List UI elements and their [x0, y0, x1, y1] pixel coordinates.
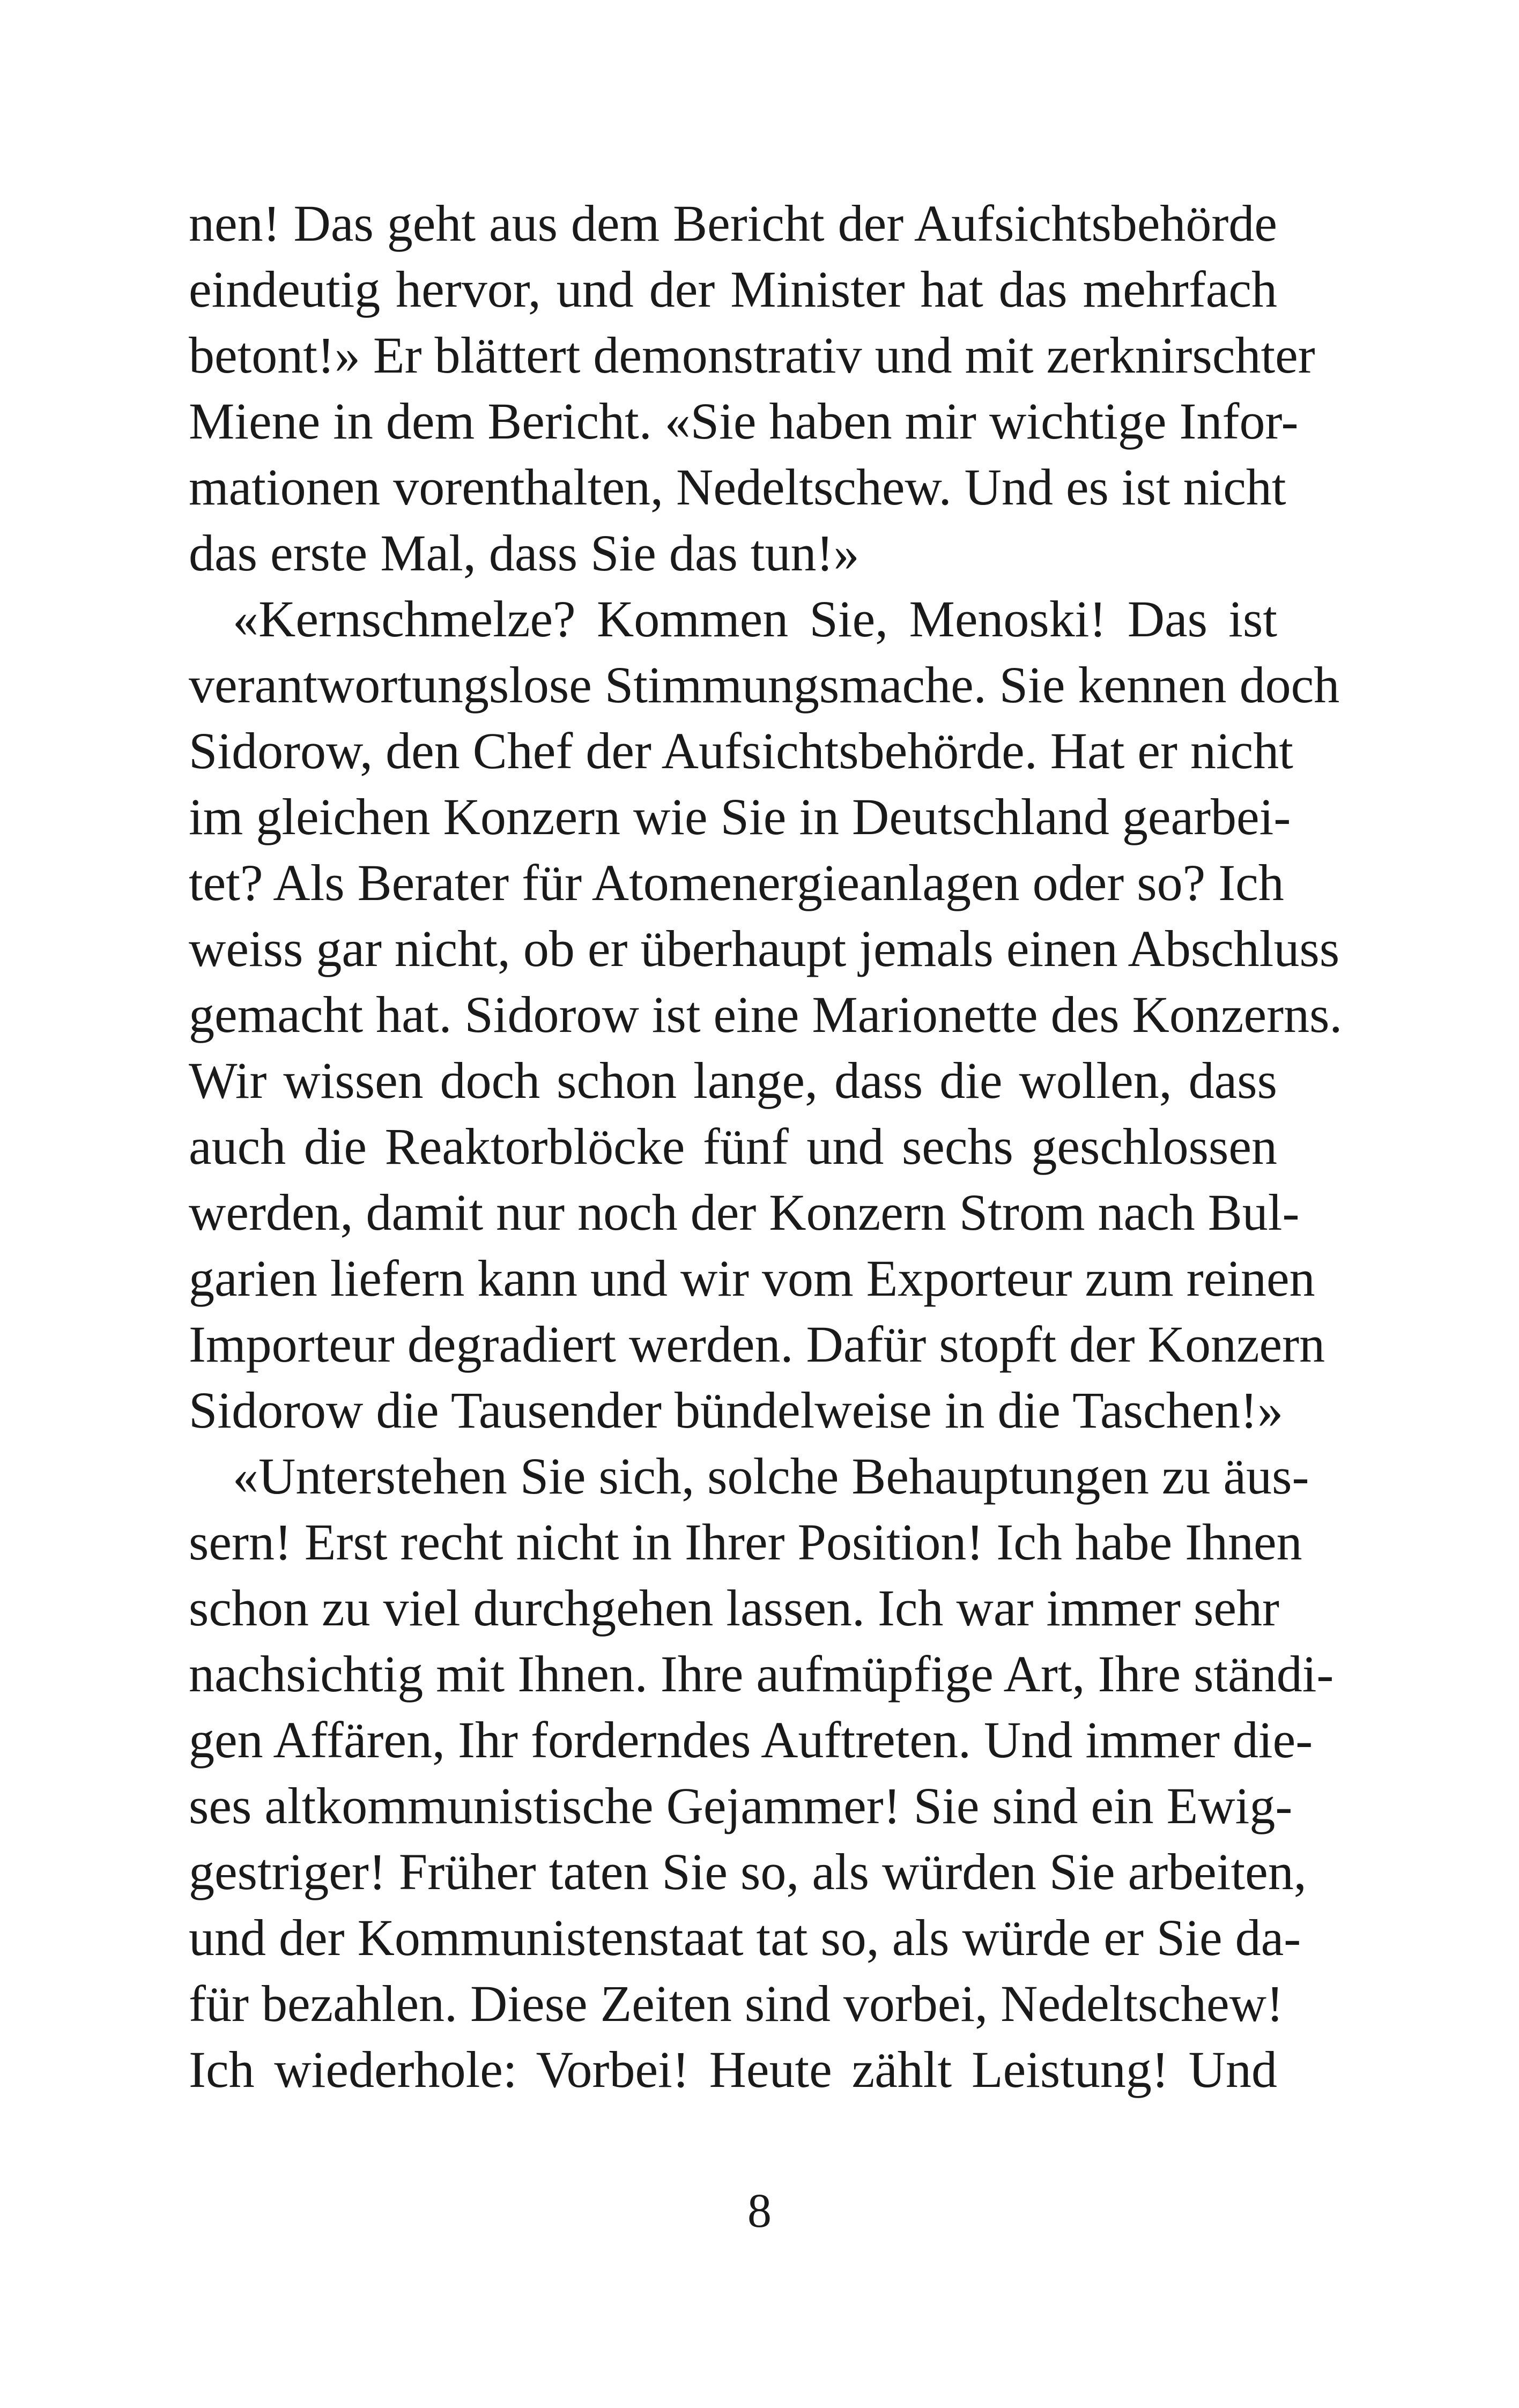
text-line: auch die Reaktorblöcke fünf und sechs geschlossen [189, 1118, 1277, 1175]
text-line: verantwortungslose Stimmungsmache. Sie kennen doch [189, 656, 1340, 714]
text-line: gestriger! Früher taten Sie so, als würden Sie arbeiten, [189, 1843, 1307, 1900]
text-line: nen! Das geht aus dem Bericht der Aufsichtsbehörde [189, 195, 1277, 252]
text-line: «Unterstehen Sie sich, solche Behauptungen zu äus- [233, 1447, 1309, 1505]
text-line: Miene in dem Bericht. «Sie haben mir wichtige Infor- [189, 392, 1299, 450]
text-line: garien liefern kann und wir vom Exporteur zum reinen [189, 1250, 1315, 1307]
page-number: 8 [747, 2184, 772, 2238]
text-line: im gleichen Konzern wie Sie in Deutschland gearbei- [189, 788, 1291, 845]
body-text [189, 190, 1343, 2102]
text-line: gemacht hat. Sidorow ist eine Marionette des Konzerns. [189, 986, 1343, 1043]
text-line: sern! Erst recht nicht in Ihrer Position! Ich habe Ihnen [189, 1513, 1302, 1571]
text-line: Sidorow die Tausender bündelweise in die Taschen!» [189, 1381, 1284, 1439]
text-line: ses altkommunistische Gejammer! Sie sind ein Ewig- [189, 1777, 1293, 1834]
text-line: betont!» Er blättert demonstrativ und mit zerknirschter [189, 326, 1315, 384]
text-line: gen Affären, Ihr forderndes Auftreten. Und immer die- [189, 1711, 1313, 1768]
text-line: schon zu viel durchgehen lassen. Ich war immer sehr [189, 1579, 1279, 1637]
text-line: für bezahlen. Diese Zeiten sind vorbei, Nedeltschew! [189, 1975, 1284, 2032]
text-line: nachsichtig mit Ihnen. Ihre aufmüpfige Art, Ihre ständi- [189, 1645, 1334, 1703]
text-line: Wir wissen doch schon lange, dass die wollen, dass [189, 1052, 1277, 1109]
text-line: weiss gar nicht, ob er überhaupt jemals einen Abschluss [189, 920, 1340, 977]
text-line: mationen vorenthalten, Nedeltschew. Und es ist nicht [189, 458, 1286, 516]
text-line: tet? Als Berater für Atomenergieanlagen oder so? Ich [189, 854, 1284, 911]
text-line: Importeur degradiert werden. Dafür stopft der Konzern [189, 1316, 1325, 1373]
text-line: und der Kommunistenstaat tat so, als würde er Sie da- [189, 1909, 1301, 1966]
text-line: «Kernschmelze? Kommen Sie, Menoski! Das ist [233, 590, 1277, 648]
text-line: eindeutig hervor, und der Minister hat das mehrfach [189, 261, 1277, 318]
text-line: werden, damit nur noch der Konzern Strom nach Bul- [189, 1184, 1300, 1241]
text-line: Sidorow, den Chef der Aufsichtsbehörde. Hat er nicht [189, 722, 1293, 779]
text-line: Ich wiederhole: Vorbei! Heute zählt Leistung! Und [189, 2041, 1277, 2098]
text-line: das erste Mal, dass Sie das tun!» [189, 524, 859, 582]
